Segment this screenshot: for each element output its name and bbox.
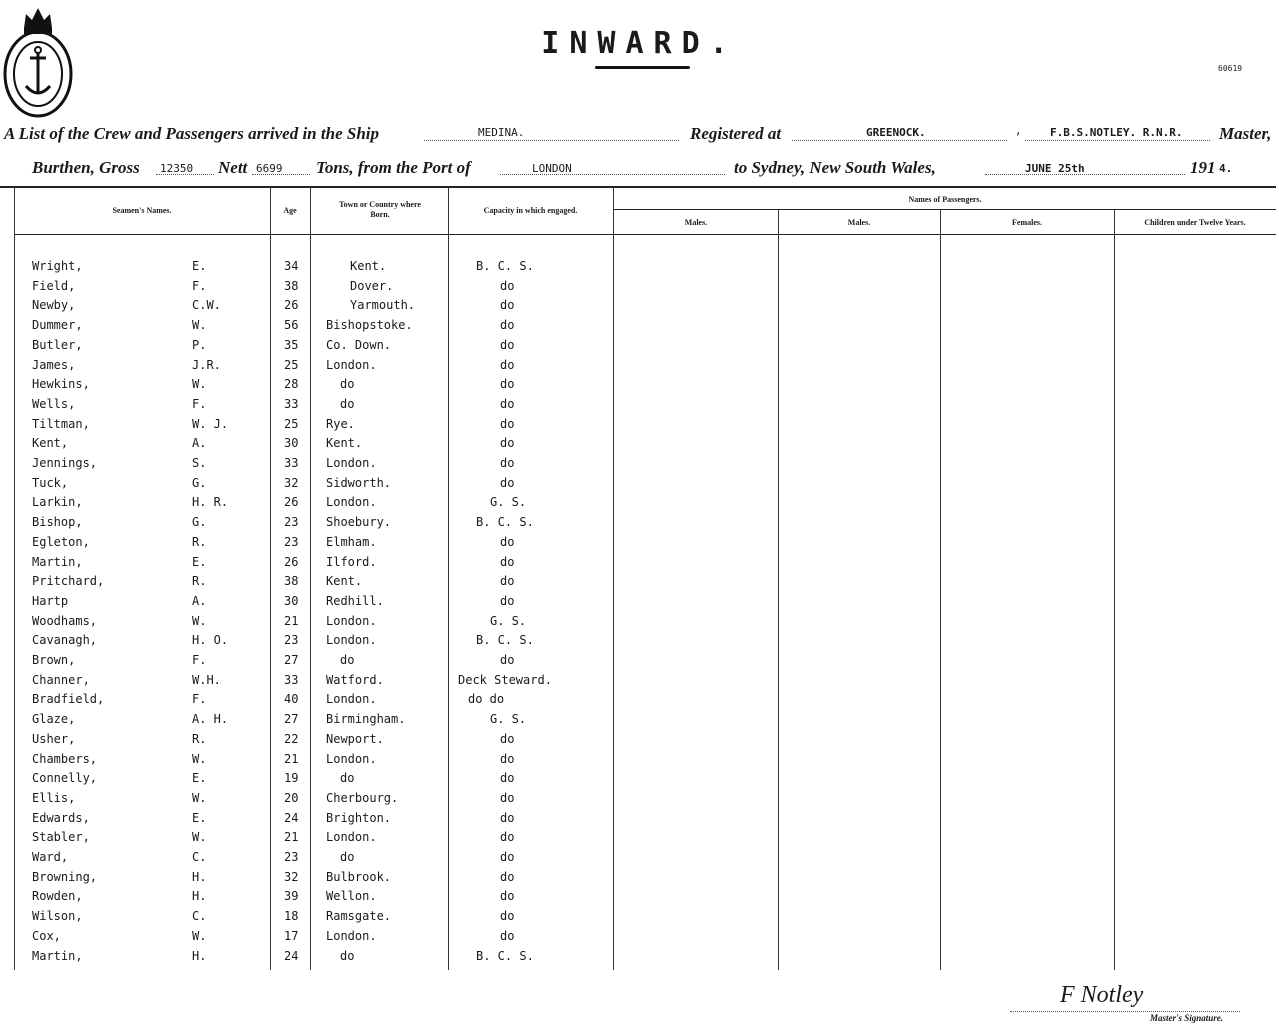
document-number: 60619 [1218, 64, 1243, 73]
surname-cell: Martin, [32, 554, 83, 569]
ship-fill-line [424, 140, 679, 141]
born-cell: Newport. [326, 731, 384, 746]
col-head-males-2: Males. [847, 218, 871, 227]
born-cell: Co. Down. [326, 337, 392, 352]
surname-cell: Newby, [32, 298, 76, 313]
age-cell: 26 [284, 298, 299, 313]
capacity-cell: do [500, 909, 515, 924]
age-cell: 24 [284, 810, 299, 825]
age-cell: 35 [284, 337, 299, 352]
col-head-children: Children under Twelve Years. [1144, 218, 1246, 227]
age-cell: 38 [284, 574, 299, 589]
capacity-cell: B. C. S. [476, 259, 534, 273]
capacity-cell: do [500, 751, 515, 766]
capacity-cell: B. C. S. [476, 633, 534, 648]
burthen-label: Burthen, Gross [32, 158, 140, 177]
age-cell: 30 [284, 436, 299, 451]
initial-cell: C.W. [192, 298, 221, 313]
surname-cell: Pritchard, [32, 574, 105, 589]
col-rule-left [14, 187, 15, 970]
list-intro-label: A List of the Crew and Passengers arrived in the Ship [4, 124, 379, 143]
age-cell: 22 [284, 731, 299, 746]
surname-cell: Wilson, [32, 909, 83, 924]
surname-cell: Tiltman, [32, 416, 90, 431]
crew-list-document: 60619 INWARD. A List of the Crew and Passengers arrived in the Ship MEDINA. Registered at GREENOCK. , F.B.S.NOTLEY. R.N.R. Master, Burthen, Gross 12350 Nett 6699 Tons, from the Port of LONDON to Sydney, New South Wales, JUNE 25th 191 4. Seamen's Names. Age Town or Country where Born. Capacity in which engaged. Names of Passengers. Males. Males. Females. Children under Twelve Years. Wright, E. 34 Kent. B. C. S. Field, F. 38 Dover. do Newby, C.W. 26 Yarmouth. do Dummer, W. 56 Bishopstoke. do Butler, P. 35 Co. Down. do James, J.R. 25 London. do Hewkins, W. 28 do do Wells, F. 33 do do Tiltman, W. J. 25 Rye. do Kent, A. 30 Kent. do Jennings, S. 33 London. do Tuck, G. 32 Sidworth. do Larkin, H. R. 26 London. G. S. Bishop, G. 23 Shoebury. B. C. S. Egleton, R. 23 Elmham. do Martin, E. 26 Ilford. do Pritchard, R. 38 Kent. do Hartp A. 30 Redhill. do Woodhams, W. 21 London. G. S. Cavanagh, H. O. 23 London. B. C. S. Brown, F. 27 do do Channer, W.H. 33 Watford. Deck Steward. Bradfield, F. 40 London. do do Glaze, A. H. 27 Birmingham. G. S. Usher, R. 22 Newport. do Chambers, W. 21 London. do Connelly, E. 19 do do Ellis, W. 20 Cherbourg. do Edwards, E. 24 Brighton. do Stabler, W. 21 London. do Ward, C. 23 do do Browning, H. 32 Bulbrook. do Rowden, H. 39 Wellon. do Wilson, C. 18 Ramsgate. do Cox, W. 17 London. do Martin, H. 24 do B. C. S. F Notley Master's Signature. [0, 0, 1279, 1033]
age-cell: 21 [284, 830, 299, 845]
initial-cell: W. [192, 830, 207, 845]
capacity-cell: do [500, 456, 515, 470]
born-cell: Kent. [350, 259, 387, 273]
initial-cell: C. [192, 909, 207, 924]
initial-cell: A. [192, 436, 207, 451]
born-cell: Watford. [326, 672, 384, 687]
table-header-rule [14, 234, 1276, 235]
surname-cell: Kent, [32, 436, 69, 451]
age-cell: 26 [284, 495, 299, 510]
capacity-cell: do [500, 377, 515, 392]
born-cell: do [340, 850, 355, 864]
surname-cell: Usher, [32, 731, 76, 746]
initial-cell: G. [192, 515, 207, 530]
born-cell: Bishopstoke. [326, 318, 413, 333]
col-head-females: Females. [1012, 218, 1042, 227]
age-cell: 20 [284, 790, 299, 805]
master-label: Master, [1219, 124, 1272, 143]
initial-cell: F. [192, 278, 207, 293]
initial-cell: R. [192, 534, 207, 549]
surname-cell: Connelly, [32, 771, 98, 786]
col-head-born: Town or Country where Born. [339, 200, 421, 219]
age-cell: 23 [284, 850, 299, 864]
born-cell: Cherbourg. [326, 790, 399, 805]
initial-cell: W. [192, 928, 207, 943]
capacity-cell: do [500, 574, 515, 589]
capacity-cell: do [500, 298, 515, 313]
gross-tonnage: 12350 [160, 162, 194, 175]
age-cell: 18 [284, 909, 299, 924]
title-underline [595, 66, 690, 69]
surname-cell: Bradfield, [32, 692, 105, 707]
born-cell: London. [326, 928, 377, 943]
born-cell: London. [326, 495, 377, 510]
capacity-cell: G. S. [490, 712, 527, 727]
initial-cell: E. [192, 810, 207, 825]
capacity-cell: B. C. S. [476, 515, 534, 530]
initial-cell: E. [192, 771, 207, 786]
age-cell: 27 [284, 653, 299, 667]
age-cell: 23 [284, 515, 299, 530]
capacity-cell: do [500, 928, 515, 943]
surname-cell: James, [32, 357, 76, 372]
born-cell: Shoebury. [326, 515, 392, 530]
initial-cell: C. [192, 850, 207, 864]
surname-cell: Edwards, [32, 810, 90, 825]
age-cell: 39 [284, 889, 299, 904]
age-cell: 56 [284, 318, 299, 333]
capacity-cell: do [500, 396, 515, 411]
surname-cell: Jennings, [32, 456, 98, 470]
capacity-cell: do [500, 278, 515, 293]
age-cell: 30 [284, 593, 299, 608]
surname-cell: Wells, [32, 396, 76, 411]
shipping-office-seal [2, 2, 74, 120]
col-rule-males2 [778, 210, 779, 970]
initial-cell: W. [192, 613, 207, 628]
surname-cell: Bishop, [32, 515, 83, 530]
col-rule-passengers [613, 187, 614, 970]
capacity-cell: B. C. S. [476, 948, 534, 963]
capacity-cell: do [500, 790, 515, 805]
registered-fill-line [792, 140, 1007, 141]
age-cell: 21 [284, 751, 299, 766]
born-cell: Dover. [350, 278, 394, 293]
surname-cell: Ellis, [32, 790, 76, 805]
capacity-cell: do [500, 771, 515, 786]
born-cell: Kent. [326, 574, 363, 589]
surname-cell: Rowden, [32, 889, 83, 904]
capacity-cell: G. S. [490, 495, 527, 510]
capacity-cell: do [500, 337, 515, 352]
signature-line [1010, 1011, 1240, 1012]
initial-cell: F. [192, 692, 207, 707]
born-cell: London. [326, 692, 377, 707]
age-cell: 24 [284, 948, 299, 963]
surname-cell: Ward, [32, 850, 69, 864]
born-cell: Wellon. [326, 889, 377, 904]
surname-cell: Egleton, [32, 534, 90, 549]
born-cell: London. [326, 357, 377, 372]
capacity-cell: do [500, 830, 515, 845]
initial-cell: W.H. [192, 672, 221, 687]
initial-cell: E. [192, 259, 207, 273]
age-cell: 23 [284, 534, 299, 549]
capacity-cell: do [500, 534, 515, 549]
capacity-cell: do [500, 357, 515, 372]
capacity-cell: do do [468, 692, 505, 707]
surname-cell: Hartp [32, 593, 69, 608]
col-rule-females [940, 210, 941, 970]
initial-cell: A. H. [192, 712, 229, 727]
age-cell: 17 [284, 928, 299, 943]
age-cell: 21 [284, 613, 299, 628]
ship-name: MEDINA. [478, 126, 525, 139]
born-cell: Brighton. [326, 810, 392, 825]
capacity-cell: G. S. [490, 613, 527, 628]
col-rule-capacity [448, 187, 449, 970]
capacity-cell: do [500, 554, 515, 569]
master-signature: F Notley [1060, 982, 1144, 1008]
age-cell: 25 [284, 416, 299, 431]
capacity-cell: do [500, 653, 515, 667]
born-cell: do [340, 396, 355, 411]
col-rule-age [270, 187, 271, 970]
initial-cell: W. [192, 790, 207, 805]
born-cell: London. [326, 751, 377, 766]
document-title: INWARD. [541, 26, 738, 61]
age-cell: 19 [284, 771, 299, 786]
initial-cell: J.R. [192, 357, 221, 372]
capacity-cell: do [500, 436, 515, 451]
age-cell: 33 [284, 672, 299, 687]
surname-cell: Field, [32, 278, 76, 293]
col-head-males-1: Males. [684, 218, 708, 227]
born-cell: London. [326, 633, 377, 648]
initial-cell: F. [192, 396, 207, 411]
initial-cell: W. [192, 318, 207, 333]
capacity-cell: Deck Steward. [458, 672, 552, 687]
born-cell: Bulbrook. [326, 869, 392, 884]
year-prefix: 191 [1190, 158, 1216, 177]
initial-cell: H. R. [192, 495, 229, 510]
age-cell: 27 [284, 712, 299, 727]
col-head-age: Age [283, 206, 297, 215]
capacity-cell: do [500, 810, 515, 825]
born-cell: do [340, 377, 355, 392]
col-head-passengers: Names of Passengers. [908, 195, 982, 204]
registered-port: GREENOCK. [866, 126, 926, 139]
age-cell: 33 [284, 396, 299, 411]
surname-cell: Cox, [32, 928, 61, 943]
initial-cell: H. [192, 869, 207, 884]
nett-tonnage: 6699 [256, 162, 283, 175]
born-cell: do [340, 771, 355, 786]
born-cell: Kent. [326, 436, 363, 451]
surname-cell: Stabler, [32, 830, 90, 845]
initial-cell: R. [192, 731, 207, 746]
initial-cell: F. [192, 653, 207, 667]
nett-label: Nett [218, 158, 248, 177]
arrival-date: JUNE 25th [1025, 162, 1085, 175]
born-cell: Elmham. [326, 534, 377, 549]
table-top-rule [0, 186, 1276, 188]
surname-cell: Chambers, [32, 751, 98, 766]
passengers-subheader-rule [614, 209, 1276, 210]
age-cell: 38 [284, 278, 299, 293]
born-cell: Yarmouth. [350, 298, 416, 313]
capacity-cell: do [500, 869, 515, 884]
capacity-cell: do [500, 850, 515, 864]
born-cell: London. [326, 613, 377, 628]
surname-cell: Channer, [32, 672, 90, 687]
destination-label: to Sydney, New South Wales, [734, 158, 936, 177]
initial-cell: G. [192, 475, 207, 490]
capacity-cell: do [500, 416, 515, 431]
port-from: LONDON [532, 162, 572, 175]
year-suffix: 4. [1219, 162, 1233, 175]
age-cell: 25 [284, 357, 299, 372]
surname-cell: Dummer, [32, 318, 83, 333]
capacity-cell: do [500, 889, 515, 904]
registered-label: Registered at [690, 124, 782, 143]
age-cell: 34 [284, 259, 299, 273]
capacity-cell: do [500, 318, 515, 333]
age-cell: 28 [284, 377, 299, 392]
age-cell: 33 [284, 456, 299, 470]
initial-cell: P. [192, 337, 207, 352]
surname-cell: Woodhams, [32, 613, 98, 628]
age-cell: 26 [284, 554, 299, 569]
master-fill-line [1025, 140, 1210, 141]
surname-cell: Cavanagh, [32, 633, 98, 648]
signature-label: Master's Signature. [1150, 1013, 1224, 1023]
col-head-names: Seamen's Names. [112, 206, 172, 215]
age-cell: 32 [284, 869, 299, 884]
initial-cell: A. [192, 593, 207, 608]
age-cell: 32 [284, 475, 299, 490]
surname-cell: Larkin, [32, 495, 83, 510]
surname-cell: Brown, [32, 653, 76, 667]
born-cell: Ramsgate. [326, 909, 392, 924]
age-cell: 40 [284, 692, 299, 707]
initial-cell: W. J. [192, 416, 229, 431]
born-cell: Ilford. [326, 554, 377, 569]
col-head-capacity: Capacity in which engaged. [483, 206, 578, 215]
initial-cell: E. [192, 554, 207, 569]
capacity-cell: do [500, 593, 515, 608]
col-rule-children [1114, 210, 1115, 970]
capacity-cell: do [500, 475, 515, 490]
initial-cell: R. [192, 574, 207, 589]
surname-cell: Tuck, [32, 475, 69, 490]
col-rule-born [310, 187, 311, 970]
initial-cell: W. [192, 377, 207, 392]
born-cell: do [340, 653, 355, 667]
born-cell: Sidworth. [326, 475, 392, 490]
master-name: F.B.S.NOTLEY. R.N.R. [1050, 126, 1183, 139]
initial-cell: H. [192, 889, 207, 904]
born-cell: do [340, 948, 355, 963]
surname-cell: Glaze, [32, 712, 76, 727]
born-cell: London. [326, 456, 377, 470]
capacity-cell: do [500, 731, 515, 746]
born-cell: Rye. [326, 416, 355, 431]
initial-cell: S. [192, 456, 207, 470]
initial-cell: H. [192, 948, 207, 963]
date-fill-line [985, 174, 1185, 175]
surname-cell: Wright, [32, 259, 83, 273]
born-cell: Birmingham. [326, 712, 406, 727]
age-cell: 23 [284, 633, 299, 648]
surname-cell: Martin, [32, 948, 83, 963]
surname-cell: Hewkins, [32, 377, 90, 392]
port-from-label: Tons, from the Port of [316, 158, 471, 177]
initial-cell: W. [192, 751, 207, 766]
surname-cell: Browning, [32, 869, 98, 884]
born-cell: London. [326, 830, 377, 845]
born-cell: Redhill. [326, 593, 384, 608]
surname-cell: Butler, [32, 337, 83, 352]
initial-cell: H. O. [192, 633, 229, 648]
